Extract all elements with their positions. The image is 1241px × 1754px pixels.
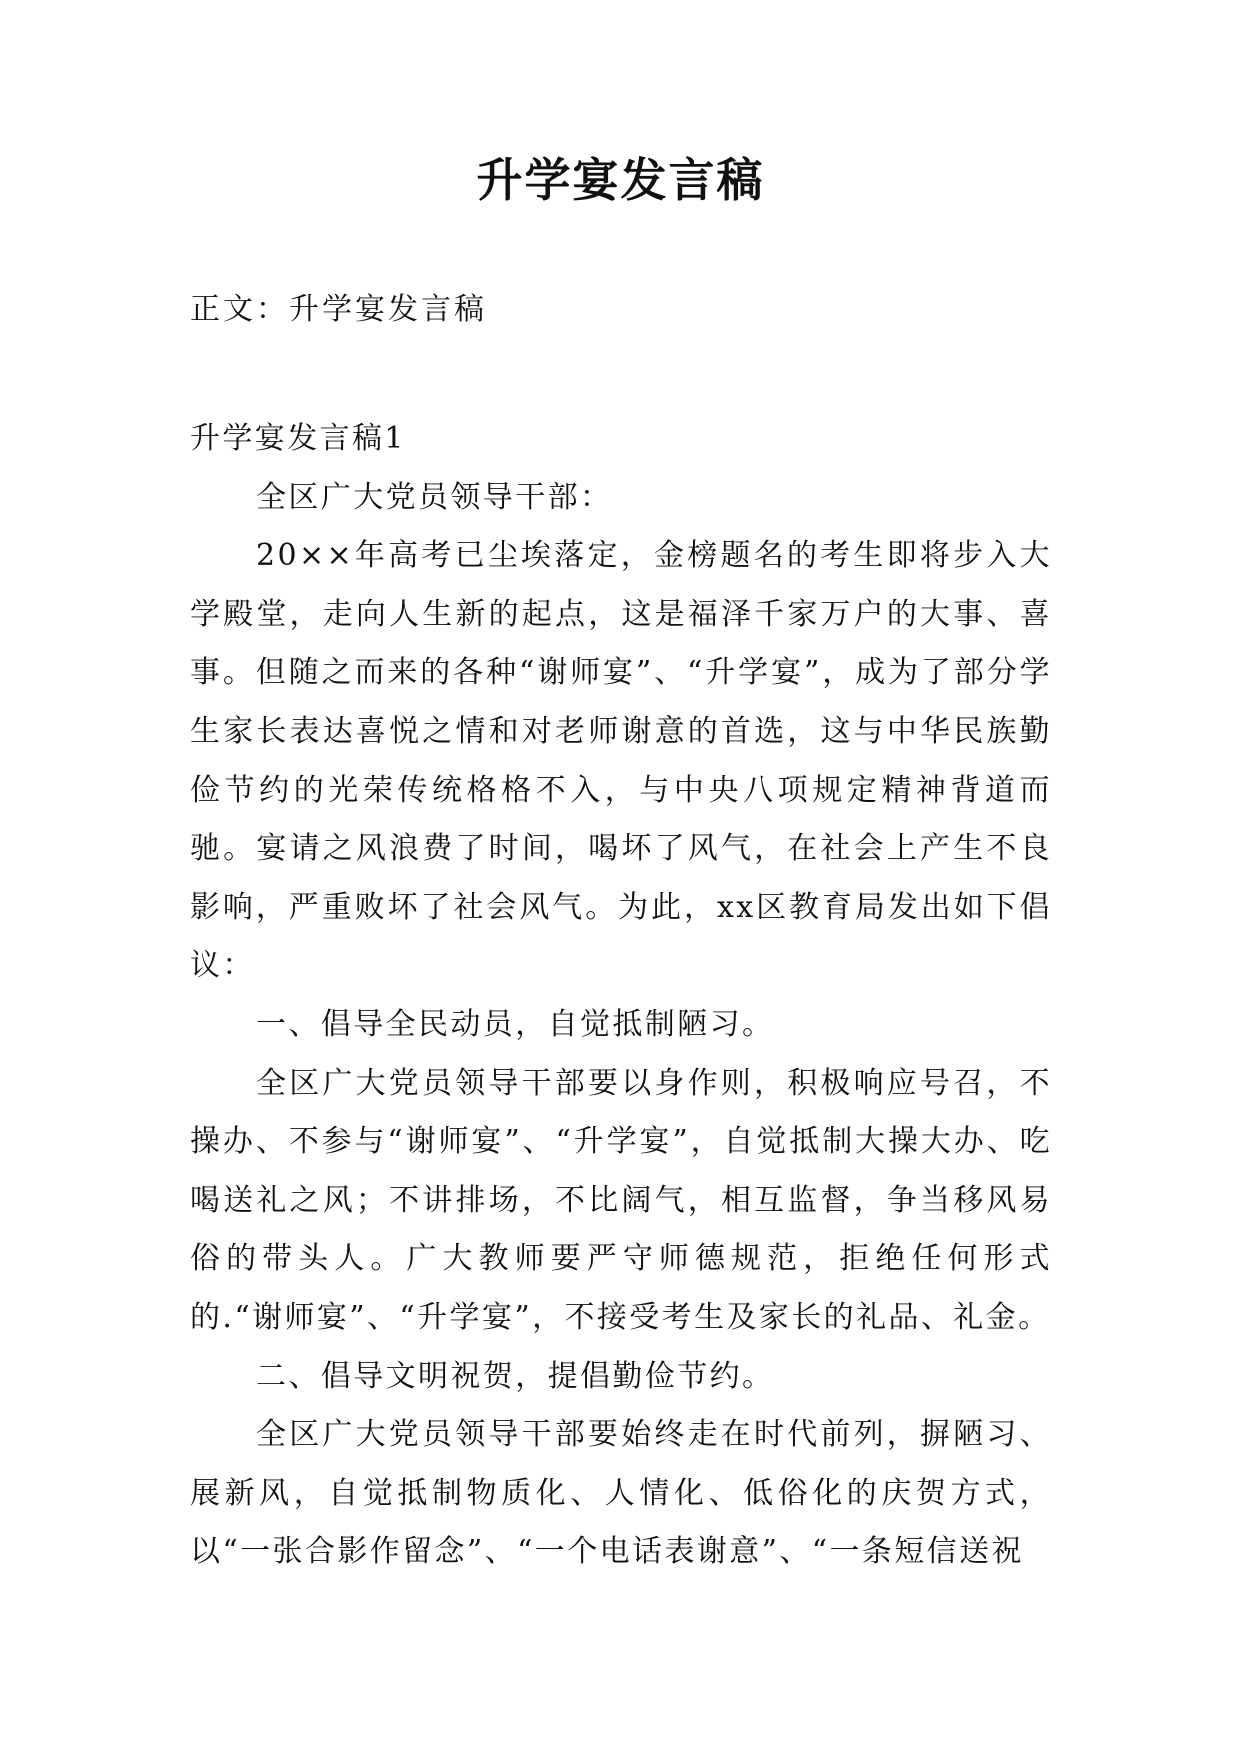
section-heading: 升学宴发言稿1 — [190, 421, 406, 456]
paragraph: 全区广大党员领导干部要始终走在时代前列，摒陋习、展新风，自觉抵制物质化、人情化、低俗化的庆贺方式，以“一张合影作留念”、“一个电话表谢意”、“一条短信送祝 — [190, 1417, 1052, 1570]
salutation: 全区广大党员领导干部： — [256, 479, 613, 515]
document-body — [190, 410, 1052, 1582]
paragraph: 全区广大党员领导干部要以身作则，积极响应号召，不操办、不参与“谢师宴”、“升学宴”，自觉抵制大操大办、吃喝送礼之风；不讲排场，不比阔气，相互监督，争当移风易俗的带头人。广大教师要严守师德规范，拒绝任何形式的.“谢师宴”、“升学宴”，不接受考生及家长的礼品、礼金。 — [190, 1065, 1052, 1335]
document-subtitle: 正文：升学宴发言稿 — [190, 292, 487, 327]
document-title: 升学宴发言稿 — [476, 153, 765, 207]
paragraph: 一、倡导全民动员，自觉抵制陋习。 — [256, 1006, 775, 1042]
paragraph: 二、倡导文明祝贺，提倡勤俭节约。 — [256, 1358, 775, 1394]
paragraph: 20××年高考已尘埃落定，金榜题名的考生即将步入大学殿堂，走向人生新的起点，这是福泽千家万户的大事、喜事。但随之而来的各种“谢师宴”、“升学宴”，成为了部分学生家长表达喜悦之情和对老师谢意的首选，这与中华民族勤俭节约的光荣传统格格不入，与中央八项规定精神背道而驰。宴请之风浪费了时间，喝坏了风气，在社会上产生不良影响，严重败坏了社会风气。为此，xx区教育局发出如下倡议： — [190, 538, 1052, 984]
